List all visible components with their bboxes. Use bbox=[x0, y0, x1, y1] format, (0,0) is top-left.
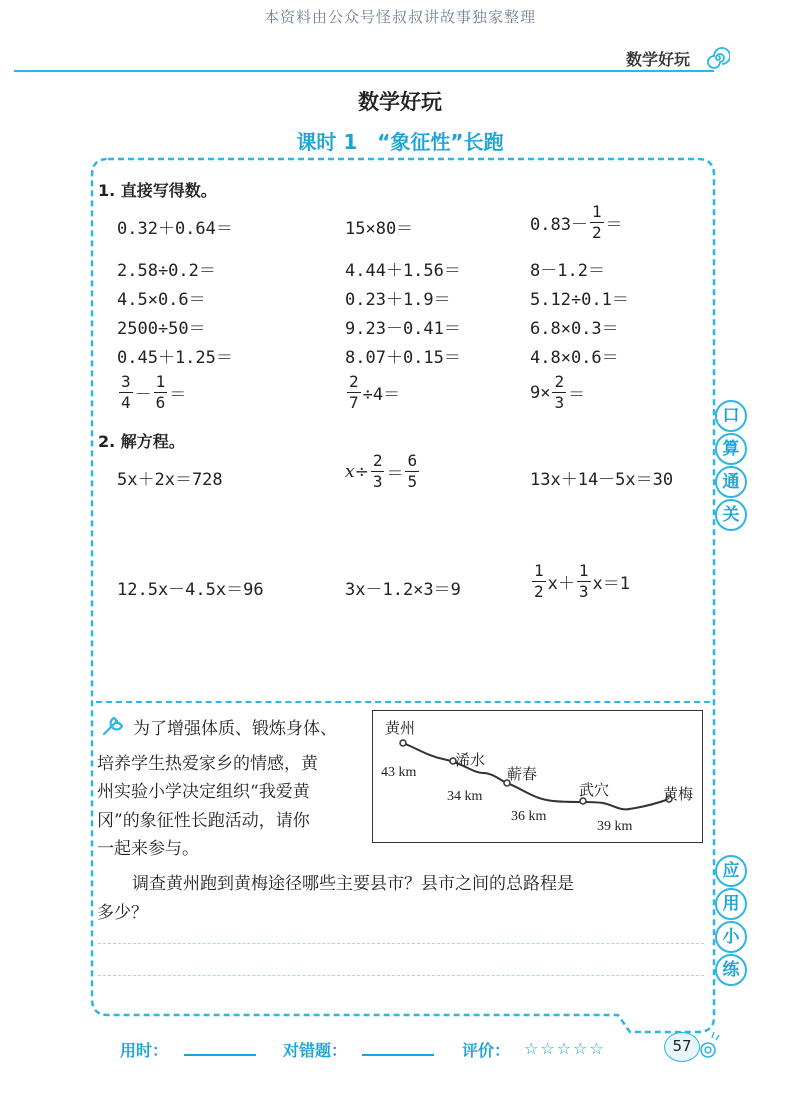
arith-item bbox=[530, 374, 585, 411]
arith-item: 9.23－0.41＝ bbox=[345, 319, 461, 339]
side-tab-yingyong: 用 bbox=[715, 888, 747, 920]
answer-line bbox=[98, 943, 704, 944]
arith-text: x÷ bbox=[345, 461, 369, 482]
arith-text: ＝ bbox=[605, 215, 623, 235]
denominator: 3 bbox=[554, 393, 565, 412]
arith-item: 0.23＋1.9＝ bbox=[345, 290, 451, 310]
spiral-icon bbox=[706, 46, 730, 70]
errors-label: 对错题： bbox=[283, 1041, 348, 1060]
story-line: 一起来参与。 bbox=[97, 839, 199, 859]
equation: 3x－1.2×3＝9 bbox=[345, 580, 461, 600]
fraction bbox=[405, 453, 419, 490]
arith-item bbox=[530, 204, 623, 241]
story-line: 冈”的象征性长跑活动，请你 bbox=[97, 811, 310, 831]
denominator: 7 bbox=[349, 393, 359, 412]
arith-item: 5.12÷0.1＝ bbox=[530, 290, 629, 310]
time-blank[interactable] bbox=[184, 1054, 256, 1056]
arith-item: 0.32＋0.64＝ bbox=[117, 219, 233, 239]
fraction bbox=[371, 453, 385, 490]
arith-item bbox=[345, 374, 400, 411]
numerator: 1 bbox=[534, 561, 544, 580]
denominator: 2 bbox=[534, 582, 544, 601]
lesson-title: 课时 1 “象征性”长跑 bbox=[296, 130, 504, 154]
arith-text: ＝ bbox=[169, 385, 187, 405]
wrench-icon bbox=[100, 712, 130, 738]
arith-item: 15×80＝ bbox=[345, 219, 414, 239]
snail-icon bbox=[698, 1030, 720, 1060]
arith-text: － bbox=[134, 385, 152, 405]
arith-item: 2500÷50＝ bbox=[117, 319, 206, 339]
numerator: 1 bbox=[591, 202, 602, 221]
fraction bbox=[577, 563, 591, 600]
equation: 5x＋2x＝728 bbox=[117, 470, 223, 490]
arith-item: 4.5×0.6＝ bbox=[117, 290, 206, 310]
fraction bbox=[347, 374, 361, 411]
arith-text: x＋ bbox=[547, 574, 575, 594]
star-rating[interactable]: ☆☆☆☆☆ bbox=[524, 1039, 606, 1058]
arith-item: 6.8×0.3＝ bbox=[530, 319, 619, 339]
arith-text: 9× bbox=[530, 382, 551, 403]
town-label: 黄州 bbox=[385, 719, 416, 737]
rating-label: 评价： bbox=[462, 1041, 511, 1060]
distance-label: 36 km bbox=[511, 809, 547, 824]
page-number: 57 bbox=[664, 1032, 700, 1062]
header-tag: 数学好玩 bbox=[626, 50, 691, 69]
story-line: 培养学生热爱家乡的情感，黄 bbox=[97, 754, 318, 774]
side-tab-yingyong: 练 bbox=[715, 954, 747, 986]
fraction bbox=[532, 563, 546, 600]
side-tab-yingyong: 应 bbox=[715, 855, 747, 887]
fraction bbox=[552, 374, 566, 411]
arith-item: 0.45＋1.25＝ bbox=[117, 348, 233, 368]
numerator: 1 bbox=[578, 561, 589, 580]
numerator: 1 bbox=[155, 372, 166, 391]
answer-line bbox=[98, 975, 704, 976]
arith-text: x＝1 bbox=[592, 574, 631, 594]
denominator: 5 bbox=[407, 472, 418, 491]
arith-text: ＝ bbox=[568, 385, 586, 405]
arith-text: ÷4＝ bbox=[362, 385, 401, 405]
side-tab-kousuan: 口 bbox=[715, 400, 747, 432]
equation: 12.5x－4.5x＝96 bbox=[117, 580, 264, 600]
numerator: 3 bbox=[121, 372, 131, 391]
arith-text: 0.83－ bbox=[530, 215, 588, 235]
time-label: 用时： bbox=[120, 1041, 169, 1060]
numerator: 2 bbox=[554, 372, 565, 391]
side-tab-kousuan: 算 bbox=[715, 433, 747, 465]
equation: 13x＋14－5x＝30 bbox=[530, 470, 674, 490]
denominator: 2 bbox=[591, 223, 602, 242]
town-label: 蕲春 bbox=[507, 765, 538, 783]
equation bbox=[530, 563, 630, 600]
denominator: 6 bbox=[155, 393, 166, 412]
town-marker bbox=[400, 740, 406, 746]
question-line: 多少？ bbox=[97, 903, 148, 923]
page-title: 数学好玩 bbox=[358, 90, 442, 114]
town-label: 浠水 bbox=[455, 751, 486, 769]
arith-text: ＝ bbox=[386, 464, 404, 484]
arith-item: 8－1.2＝ bbox=[530, 261, 605, 281]
numerator: 6 bbox=[407, 451, 418, 470]
side-tab-kousuan: 通 bbox=[715, 466, 747, 498]
arith-item: 2.58÷0.2＝ bbox=[117, 261, 216, 281]
question-line: 调查黄州跑到黄梅途径哪些主要县市？县市之间的总路程是 bbox=[132, 874, 574, 894]
section2-heading: 2. 解方程。 bbox=[98, 432, 185, 451]
section1-heading: 1. 直接写得数。 bbox=[98, 181, 217, 200]
fraction bbox=[590, 204, 604, 241]
watermark: 本资料由公众号怪叔叔讲故事独家整理 bbox=[263, 8, 536, 26]
town-label: 武穴 bbox=[579, 781, 610, 799]
equation bbox=[345, 453, 421, 490]
arith-item bbox=[117, 374, 186, 411]
numerator: 2 bbox=[372, 451, 383, 470]
arith-item: 8.07＋0.15＝ bbox=[345, 348, 461, 368]
distance-label: 34 km bbox=[447, 789, 483, 804]
section-divider bbox=[96, 701, 710, 703]
town-label: 黄梅 bbox=[663, 785, 694, 803]
arith-item: 4.44＋1.56＝ bbox=[345, 261, 461, 281]
route-map bbox=[372, 710, 703, 843]
story-line: 为了增强体质、锻炼身体、 bbox=[133, 719, 337, 739]
story-line: 州实验小学决定组织“我爱黄 bbox=[97, 782, 310, 802]
errors-blank[interactable] bbox=[362, 1054, 434, 1056]
fraction bbox=[154, 374, 168, 411]
fraction bbox=[119, 374, 133, 411]
side-tab-yingyong: 小 bbox=[715, 921, 747, 953]
numerator: 2 bbox=[349, 372, 359, 391]
denominator: 4 bbox=[121, 393, 131, 412]
denominator: 3 bbox=[578, 582, 589, 601]
arith-item: 4.8×0.6＝ bbox=[530, 348, 619, 368]
header-rule bbox=[14, 70, 714, 72]
denominator: 3 bbox=[372, 472, 383, 491]
distance-label: 39 km bbox=[597, 819, 633, 834]
side-tab-kousuan: 关 bbox=[715, 499, 747, 531]
distance-label: 43 km bbox=[381, 765, 417, 780]
